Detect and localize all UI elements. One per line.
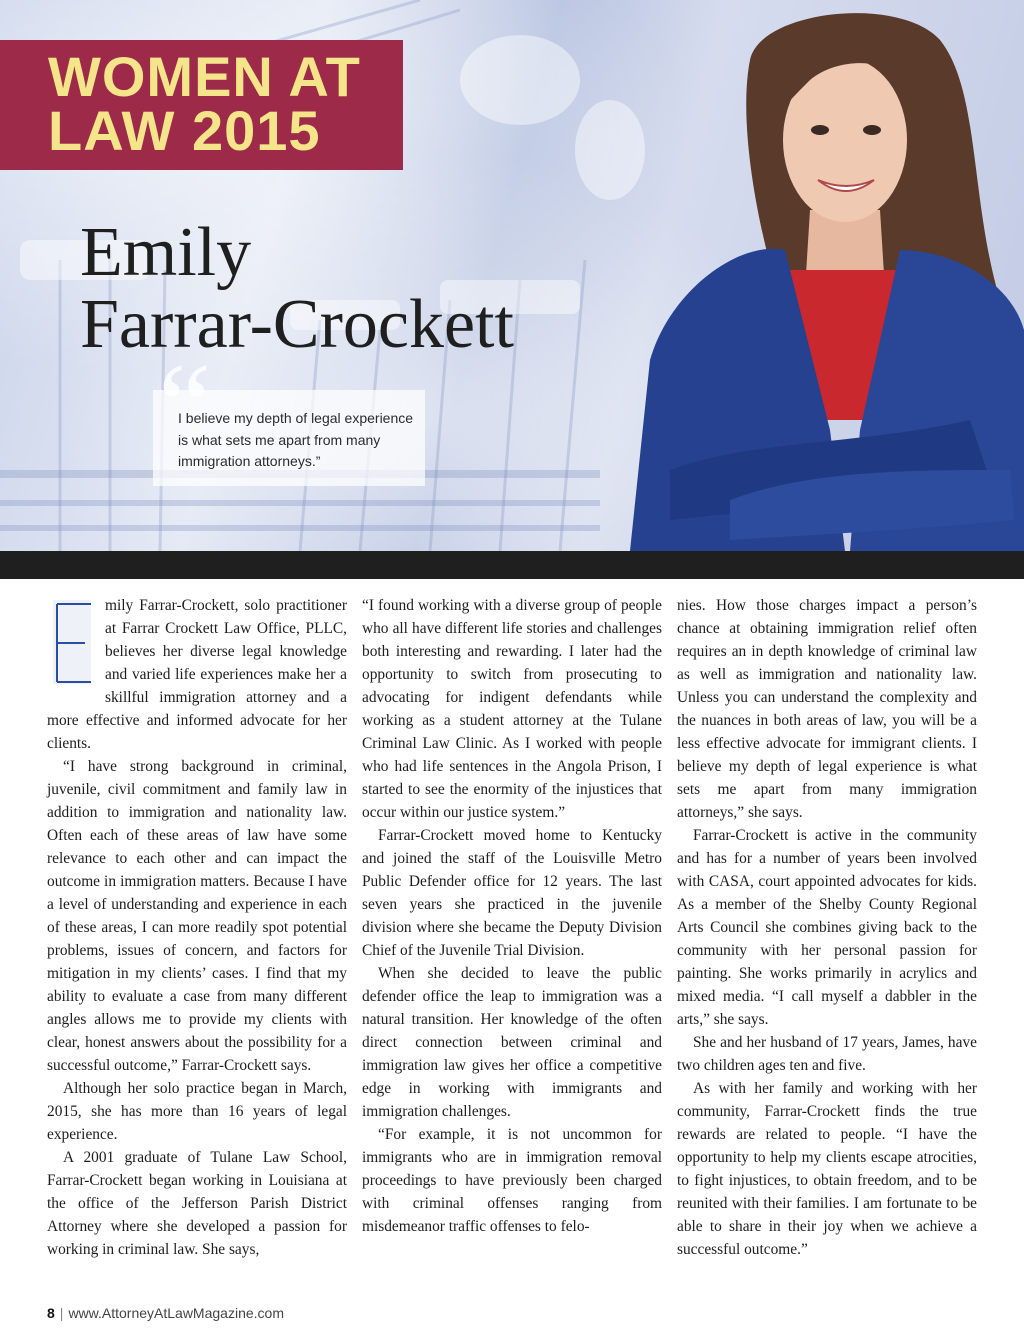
hero-section [0,0,1024,551]
article-paragraph: “For example, it is not uncommon for immigrants who are in immigration removal proceedings to have previously been charged with criminal offenses ranging from misdemeanor traffic offenses to felo- [362,1126,662,1235]
article-paragraph: “I found working with a diverse group of people who all have different life stories and challenges both interesting and rewarding. I later had the opportunity to switch from prosecuting to advocating for indigent defendants while working as a student attorney at the Tulane Criminal Law Clinic. As I worked with people who had life sentences in the Angola Prison, I started to see the enormity of the injustices that occur within our justice system.” [362,597,662,821]
footer-separator: | [59,1305,64,1321]
article-paragraph: A 2001 graduate of Tulane Law School, Farrar-Crockett began working in Louisiana at the office of the Jefferson Parish District Attorney where she developed a passion for working in criminal law. She says, [47,1149,347,1258]
article-column-3 [677,594,977,1261]
subject-first-name: Emily [80,214,252,291]
subject-name [80,214,514,363]
article-column-1 [47,594,347,1261]
article-column-2 [362,594,662,1238]
article-paragraph: nies. How those charges impact a person’s chance at obtaining immigration relief often requires an in depth knowledge of criminal law as well as immigration and nationality law. Unless you can understand the complexity and the nuances in both areas of law, you will be a less effective advocate for immigrant clients. I believe my depth of legal experience is what sets me apart from many immigration attorneys,” she says. [677,597,977,821]
article-paragraph: mily Farrar-Crockett, solo practitioner at Farrar Crockett Law Office, PLLC, believes her diverse legal knowledge and varied life experiences make her a skillful immigration attorney and a more effective and informed advocate for her clients. [47,597,347,752]
page-footer [47,1305,284,1321]
page-number: 8 [47,1305,55,1321]
article-paragraph: Although her solo practice began in March, 2015, she has more than 16 years of legal experience. [47,1080,347,1143]
banner-title: WOMEN AT LAW 2015 [48,45,361,162]
article-paragraph: She and her husband of 17 years, James, have two children ages ten and five. [677,1034,977,1074]
article-paragraph: As with her family and working with her community, Farrar-Crockett finds the true rewards are related to people. “I have the opportunity to help my clients escape atrocities, to fight injustices, to obtain freedom, and to be reunited with their families. I am fortunate to be able to share in their joy when we achieve a successful outcome.” [677,1080,977,1258]
article-paragraph: When she decided to leave the public defender office the leap to immigration was a natural transition. Her knowledge of the often direct connection between criminal and immigration law gives her office a competitive edge in working with immigrants and immigration challenges. [362,965,662,1120]
article-paragraph: “I have strong background in criminal, juvenile, civil commitment and family law in addition to immigration and nationality law. Often each of these areas of law have some relevance to each other and can impact the outcome in immigration matters. Because I have a level of understanding and experience in each of these areas, I can more readily spot potential problems, issues of concern, and factors for mitigation in my clients’ cases. I find that my ability to evaluate a case from many different angles allows me to provide my clients with clear, honest answers about the possibility for a successful outcome,” Farrar-Crockett says. [47,758,347,1074]
subject-last-name: Farrar-Crockett [80,286,514,363]
article-paragraph: Farrar-Crockett moved home to Kentucky and joined the staff of the Louisville Metro Public Defender office for 12 years. The last seven years she practiced in the juvenile division where she became the Deputy Division Chief of the Juvenile Trial Division. [362,827,662,959]
portrait-photo [610,0,1024,551]
article-paragraph: Farrar-Crockett is active in the community and has for a number of years been involved with CASA, court appointed advocates for kids. As a member of the Shelby County Regional Arts Council she combines giving back to the community with her personal passion for painting. She works primarily in acrylics and mixed media. “I call myself a dabbler in the arts,” she says. [677,827,977,1028]
drop-cap-letter [47,598,95,688]
pull-quote-text: I believe my depth of legal experience is what sets me apart from many immigration attorneys.” [178,410,414,469]
website-link[interactable]: www.AttorneyAtLawMagazine.com [68,1305,284,1321]
dark-divider-band [0,551,1024,579]
